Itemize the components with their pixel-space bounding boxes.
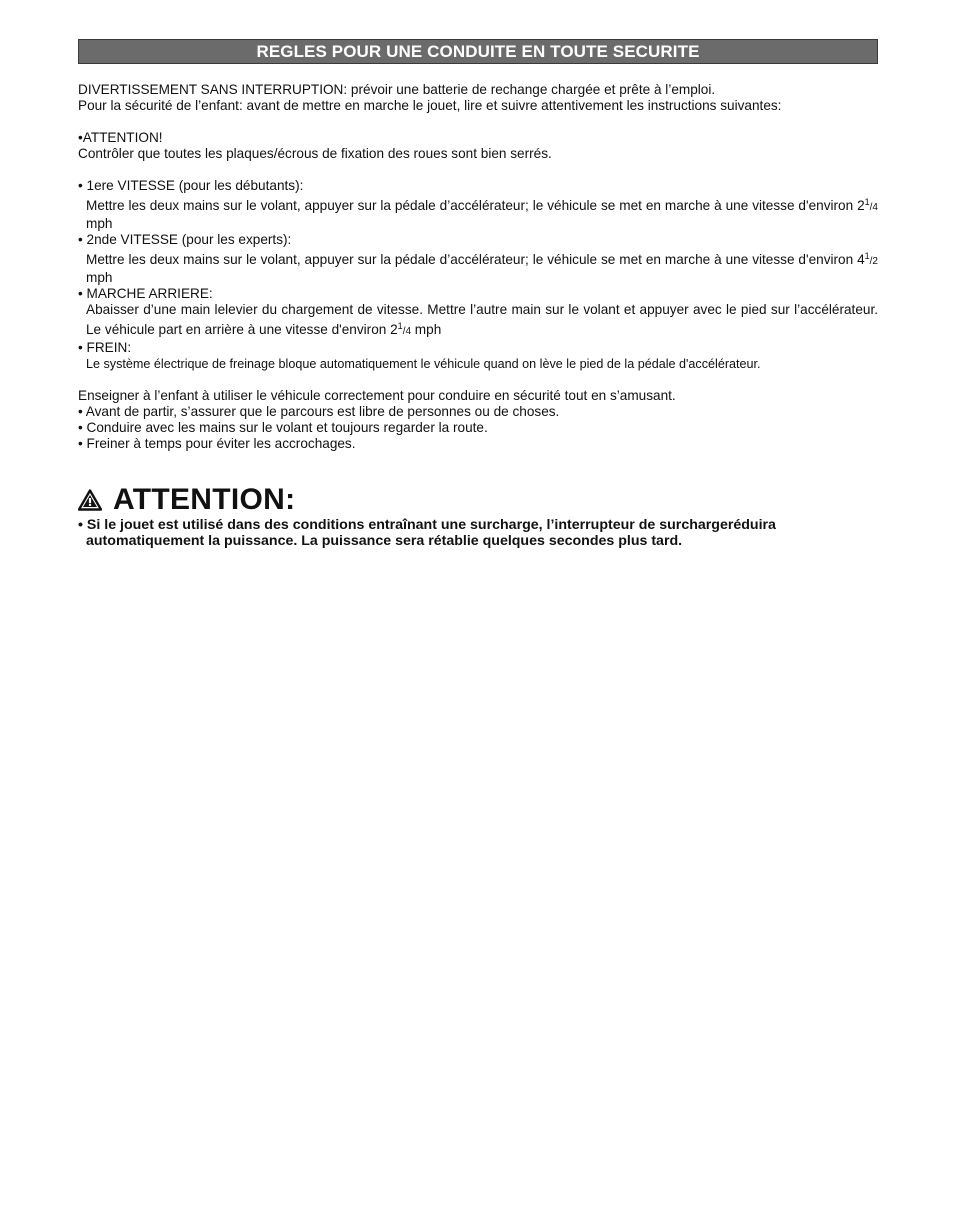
check-heading: •ATTENTION! <box>78 130 163 145</box>
first-speed-desc: Mettre les deux mains sur le volant, appuyer sur la pédale d’accélérateur; le véhicule se met en marche à une vitesse d'environ 2 <box>86 198 865 213</box>
intro-line-1: DIVERTISSEMENT SANS INTERRUPTION: prévoir une batterie de rechange chargée et prête à l’emploi. <box>78 82 716 97</box>
reverse-frac-den: /4 <box>402 326 412 337</box>
rules-body <box>78 82 878 452</box>
first-speed-heading: • 1ere VITESSE (pour les débutants): <box>78 178 304 193</box>
intro-line-2: Pour la sécurité de l’enfant: avant de mettre en marche le jouet, lire et suivre attentivement les instructions suivantes: <box>78 98 782 113</box>
brake-heading: • FREIN: <box>78 340 132 355</box>
reverse-frac-num: 1 <box>397 321 403 331</box>
attention-heading <box>78 484 878 516</box>
reverse-desc: Abaisser d’une main lelevier du chargement de vitesse. Mettre l’autre main sur le volant et appuyer avec le pied sur l’accélérateur. Le véhicule part en arrière à une vitesse d'environ 2 <box>86 302 878 337</box>
reverse-unit: mph <box>411 322 442 337</box>
second-speed-frac-num: 1 <box>864 251 870 261</box>
second-speed-heading: • 2nde VITESSE (pour les experts): <box>78 232 292 247</box>
section-title-bar <box>78 39 878 64</box>
attention-title: ATTENTION: <box>113 483 296 516</box>
brake-text: Le système électrique de freinage bloque automatiquement le véhicule quand on lève le pied de la pédale d'accélérateur. <box>86 357 761 371</box>
warning-triangle-icon <box>78 489 102 511</box>
attention-text: • Si le jouet est utilisé dans des conditions entraînant une surcharge, l’interrupteur de surchargeréduira automatiquement la puissance. La puissance sera rétablie quelques secondes plus tard. <box>78 517 776 549</box>
teach-intro: Enseigner à l’enfant à utiliser le véhicule correctement pour conduire en sécurité tout en s’amusant. <box>78 388 676 403</box>
second-speed-fraction <box>864 251 878 267</box>
teach-bullet-1: • Avant de partir, s’assurer que le parcours est libre de personnes ou de choses. <box>78 404 560 419</box>
reverse-text <box>78 302 878 340</box>
second-speed-frac-den: /2 <box>869 256 878 267</box>
safety-rules-page <box>78 39 878 563</box>
second-speed-text <box>78 248 878 286</box>
first-speed-fraction <box>864 197 878 213</box>
first-speed-text <box>78 194 878 232</box>
first-speed-unit: mph <box>86 216 113 231</box>
first-speed-frac-num: 1 <box>864 197 870 207</box>
section-title: REGLES POUR UNE CONDUITE EN TOUTE SECURITE <box>256 42 700 61</box>
second-speed-desc: Mettre les deux mains sur le volant, appuyer sur la pédale d’accélérateur; le véhicule se met en marche à une vitesse d'environ 4 <box>86 252 865 267</box>
reverse-fraction <box>397 321 412 337</box>
reverse-heading: • MARCHE ARRIERE: <box>78 286 213 301</box>
second-speed-unit: mph <box>86 270 113 285</box>
teach-bullet-2: • Conduire avec les mains sur le volant et toujours regarder la route. <box>78 420 488 435</box>
first-speed-frac-den: /4 <box>869 202 878 213</box>
check-text: Contrôler que toutes les plaques/écrous de fixation des roues sont bien serrés. <box>78 146 552 161</box>
teach-bullet-3: • Freiner à temps pour éviter les accrochages. <box>78 436 356 451</box>
